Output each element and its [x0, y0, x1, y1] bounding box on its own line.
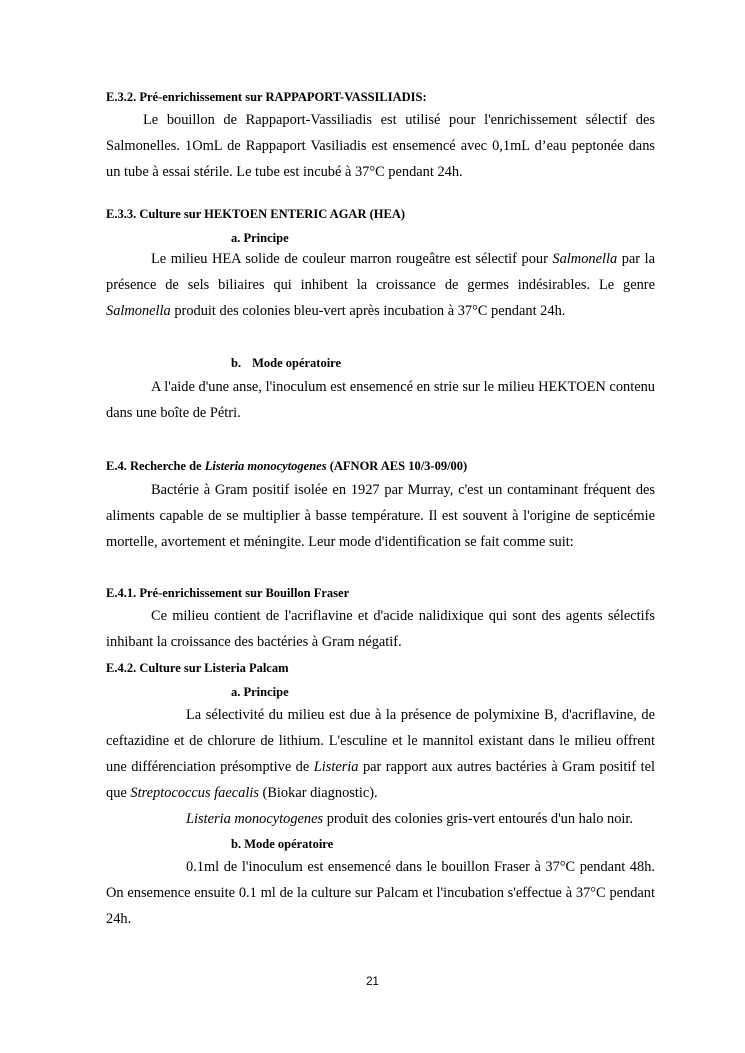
- paragraph-e42-mode: 0.1ml de l'inoculum est ensemencé dans le bouillon Fraser à 37°C pendant 48h. On ensemence ensuite 0.1 ml de la culture sur Palcam et l'incubation s'effectue à 37°C pendant 24h.: [106, 859, 655, 927]
- colonies-line: Listeria monocytogenes produit des colonies gris-vert entourés d'un halo noir.: [186, 811, 634, 827]
- paragraph-e33-mode: A l'aide d'une anse, l'inoculum est ensemencé en strie sur le milieu HEKTOEN contenu dans une boîte de Pétri.: [106, 379, 655, 421]
- paragraph-e42-principe: La sélectivité du milieu est due à la présence de polymixine B, d'acriflavine, de ceftazidine et de chlorure de lithium. L'esculine et le mannitol existant dans le milieu offrent une différenciation présomptive de Listeria par rapport aux autres bactéries à Gram positif tel que Streptococcus faecalis (Biokar diagnostic).: [106, 707, 655, 801]
- heading-e33: E.3.3. Culture sur HEKTOEN ENTERIC AGAR (HEA): [106, 207, 406, 221]
- heading-e4: E.4. Recherche de Listeria monocytogenes (AFNOR AES 10/3-09/00): [106, 459, 468, 473]
- subheading-e33-mode: b. Mode opératoire: [231, 356, 342, 370]
- paragraph-e41: Ce milieu contient de l'acriflavine et d'acide nalidixique qui sont des agents sélectifs inhibant la croissance des bactéries à Gram négatif.: [106, 608, 655, 650]
- heading-e42: E.4.2. Culture sur Listeria Palcam: [106, 661, 289, 675]
- heading-e41: E.4.1. Pré-enrichissement sur Bouillon Fraser: [106, 586, 350, 600]
- paragraph-e32: Le bouillon de Rappaport-Vassiliadis est utilisé pour l'enrichissement sélectif des Salmonelles. 1OmL de Rappaport Vasiliadis est ensemencé avec 0,1mL d’eau peptonée dans un tube à essai stérile. Le tube est incubé à 37°C pendant 24h.: [106, 112, 655, 180]
- subheading-e33-principe: a. Principe: [231, 231, 289, 245]
- paragraph-e4: Bactérie à Gram positif isolée en 1927 par Murray, c'est un contaminant fréquent des aliments capable de se multiplier à basse température. Il est souvent à l'origine de septicémie mortelle, avortement et méningite. Leur mode d'identification se fait comme suit:: [106, 482, 655, 550]
- page-number: 21: [366, 976, 379, 988]
- heading-e32: E.3.2. Pré-enrichissement sur RAPPAPORT-VASSILIADIS:: [106, 90, 427, 104]
- subheading-e42-mode: b. Mode opératoire: [231, 837, 334, 851]
- paragraph-e33-principe: Le milieu HEA solide de couleur marron rougeâtre est sélectif pour Salmonella par la présence de sels biliaires qui inhibent la croissance de germes indésirables. Le genre Salmonella produit des colonies bleu-vert après incubation à 37°C pendant 24h.: [106, 251, 655, 319]
- subheading-e42-principe: a. Principe: [231, 685, 289, 699]
